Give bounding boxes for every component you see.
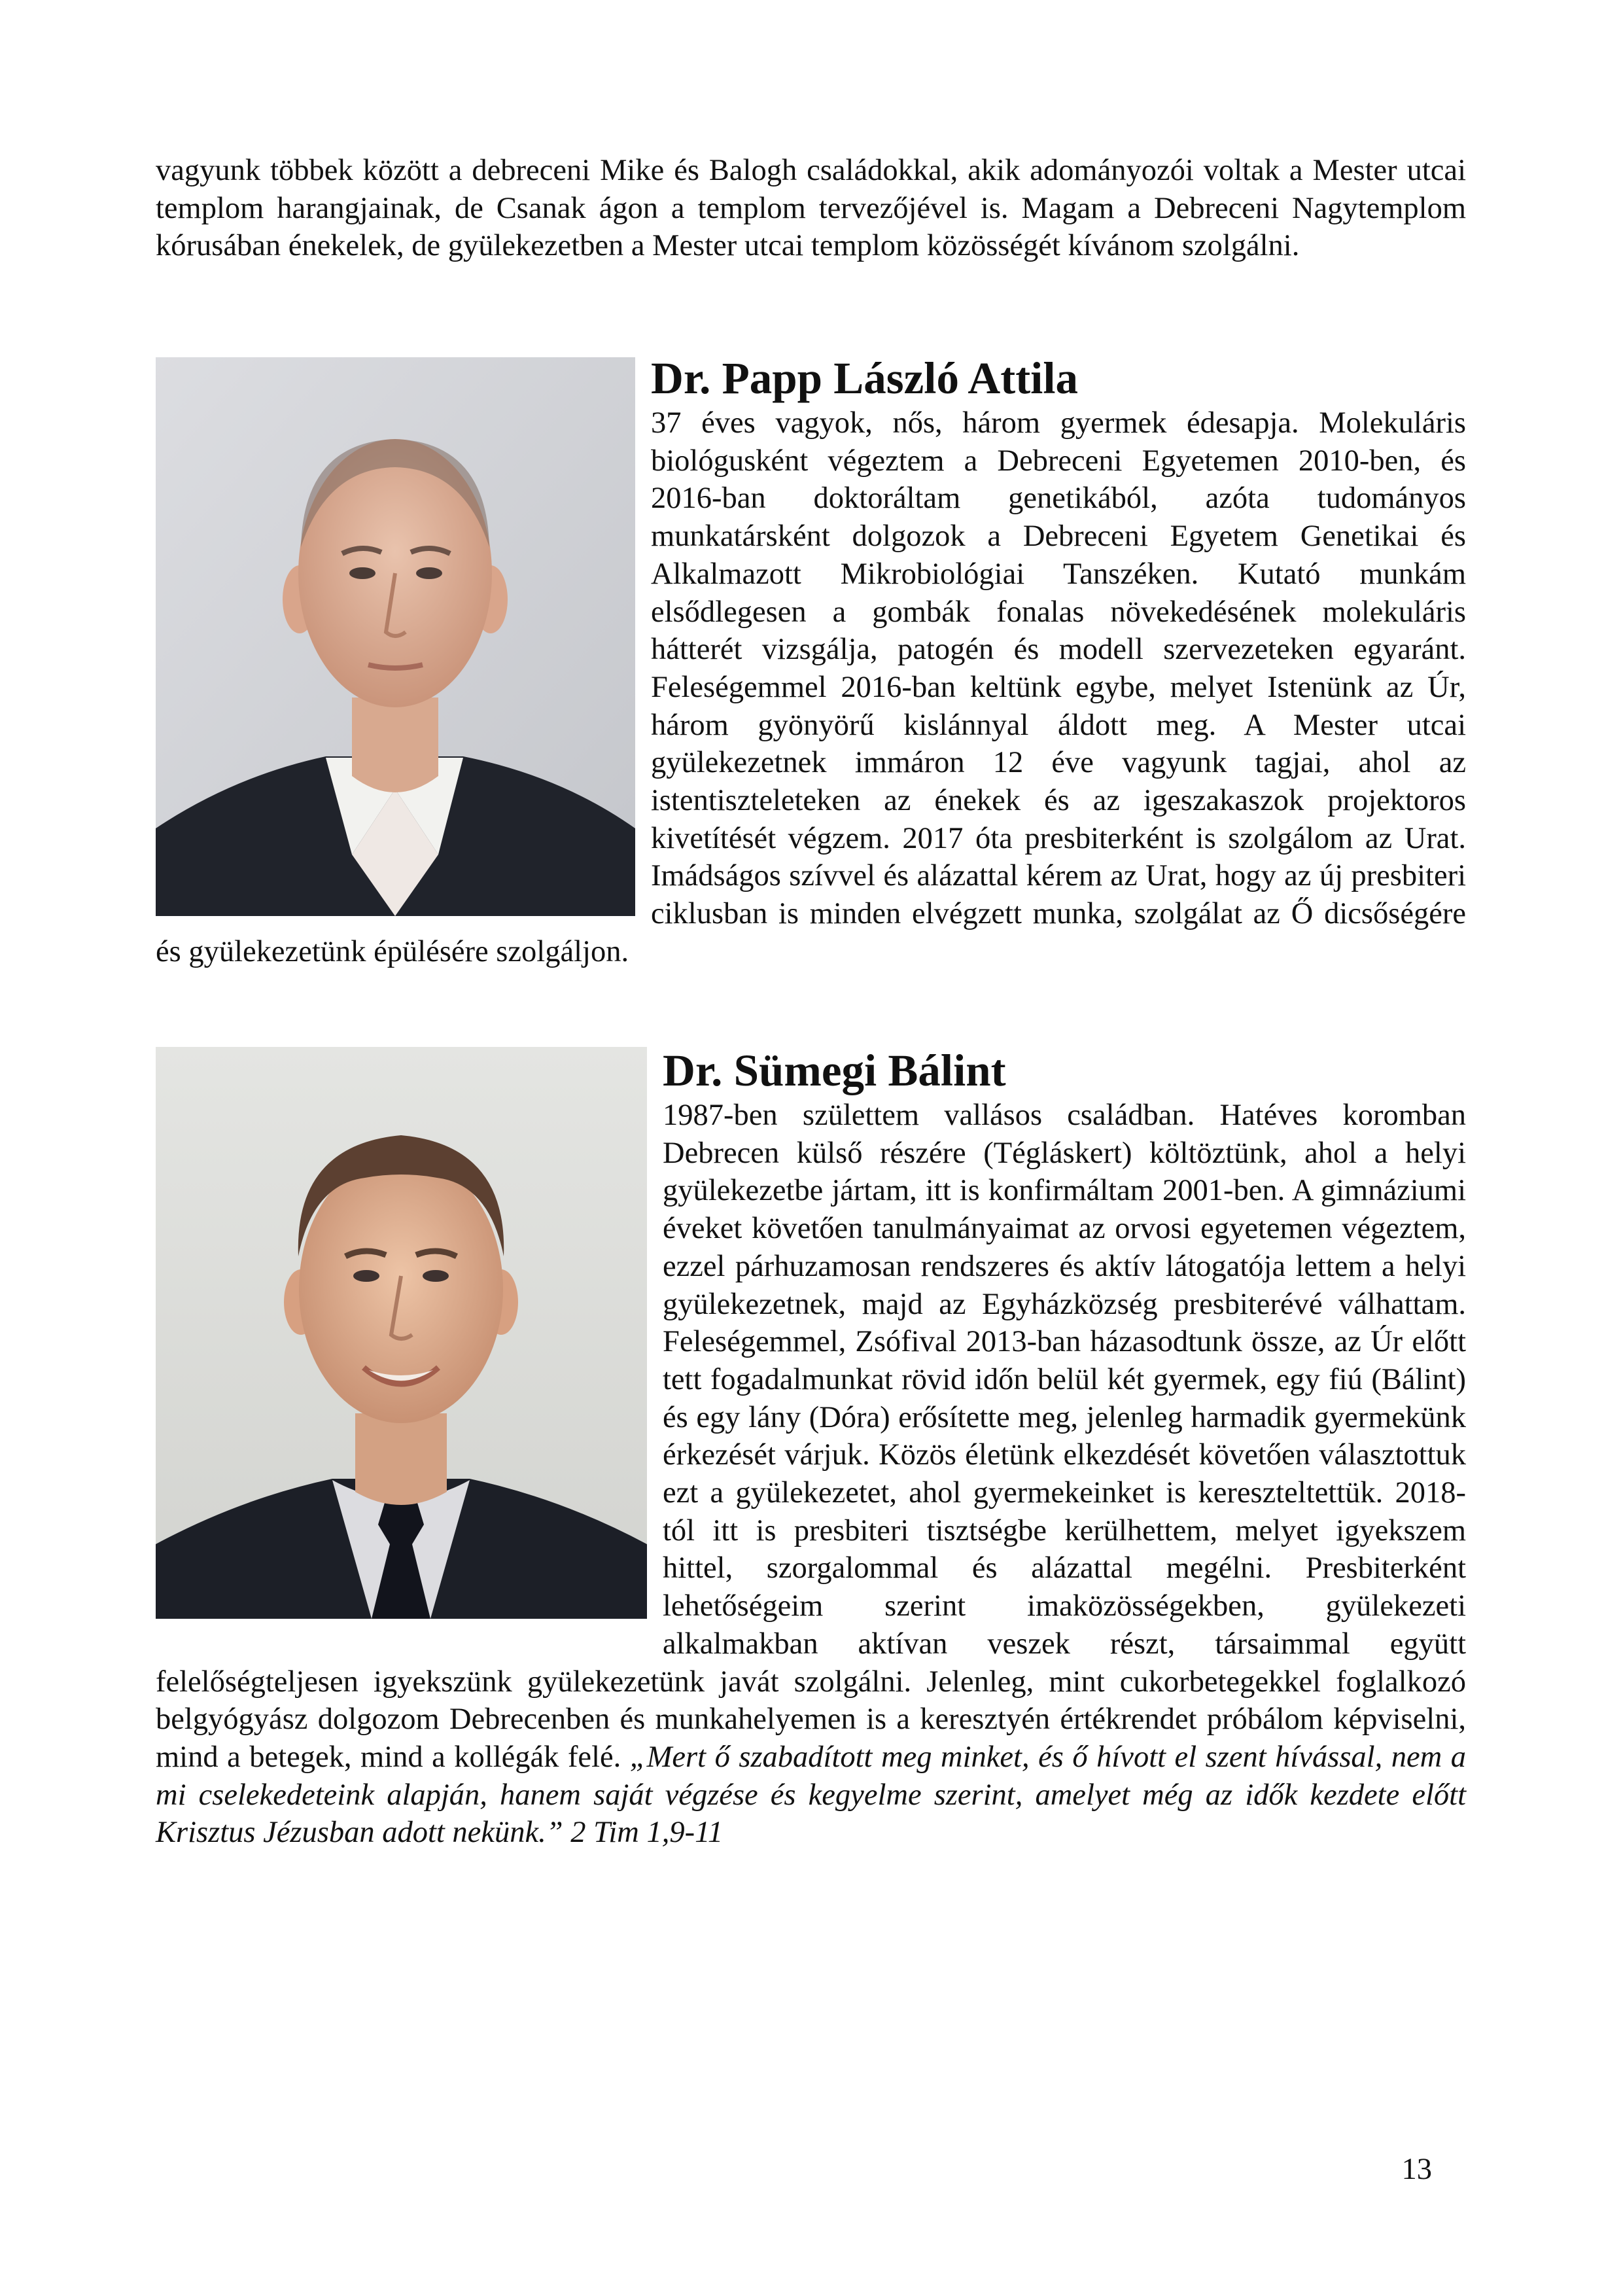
bible-quote: „Mert ő szabadított meg minket, és ő hívott el szent hívással, nem a mi cselekedeteink alapján, hanem saját végzése és kegyelme szerint, amelyet még az idők kezdete előtt Krisztus Jézusban adott nekünk.” 2 Tim 1,9-11	[156, 1740, 1466, 1850]
profile-name-sumegi: Dr. Sümegi Bálint	[663, 1046, 1006, 1095]
profile-bio-sumegi-text: 1987-ben születtem vallásos családban. Hatéves koromban Debrecen külső részére (Tégláskert) költöztünk, ahol a helyi gyülekezetbe jártam, itt is konfirmáltam 2001-ben. A gimnáziumi éveket követően tanulmányaimat az orvosi egyetemen végeztem, ezzel párhuzamosan rendszeres és aktív látogatója lettem a helyi gyülekezetnek, majd az Egyházközség presbiterévé válhattam. Feleségemmel, Zsófival 2013-ban házasodtunk össze, az Úr előtt tett fogadalmunkat rövid időn belül két gyermek, egy fiú (Bálint) és egy lány (Dóra) erősítette meg, jelenleg harmadik gyermekünk érkezését várjuk. Közös életünk elkezdését követően választottuk ezt a gyülekezetet, ahol gyermekeinket is kereszteltettük. 2018-tól itt is presbiteri tisztségbe kerülhettem, melyet igyekszem hittel, szorgalommal és alázattal megélni. Presbiterként lehetőségeim szerint imaközösségekben, gyülekezeti alkalmakban aktívan veszek részt, társaimmal együtt felelőségteljesen igyekszünk gyülekezetünk javát szolgálni. Jelenleg, mint cukorbetegekkel foglalkozó belgyógyász dolgozom Debrecenben és munkahelyemen is a keresztyén értékrendet próbálom képviselni, mind a betegek, mind a kollégák felé.	[156, 1099, 1466, 1774]
profile-name-papp: Dr. Papp László Attila	[651, 353, 1079, 403]
portrait-photo-papp	[156, 357, 635, 916]
page-number: 13	[1401, 2153, 1432, 2186]
profile-sumegi	[156, 1046, 1466, 1852]
portrait-photo-sumegi	[156, 1047, 647, 1619]
profile-bio-papp: 37 éves vagyok, nős, három gyermek édesapja. Molekuláris biológusként végeztem a Debreceni Egyetemen 2010-ben, és 2016-ban doktoráltam genetikából, azóta tudományos munkatársként dolgozok a Debreceni Egyetem Genetikai és Alkalmazott Mikrobiológiai Tanszéken. Kutató munkám elsődlegesen a gombák fonalas növekedésének molekuláris hátterét vizsgálja, patogén és modell szervezeteken egyaránt. Feleségemmel 2016-ban keltünk egybe, melyet Istenünk az Úr, három gyönyörű kislánnyal áldott meg. A Mester utcai gyülekezetnek immáron 12 éve vagyunk tagjai, ahol az istentiszteleteken az énekek és az igeszakaszok projektoros kivetítését végzem. 2017 óta presbiterként is szolgálom az Urat. Imádságos szívvel és alázattal kérem az Urat, hogy az új presbiteri ciklusban is minden elvégzett munka, szolgálat az Ő dicsőségére és gyülekezetünk épülésére szolgáljon.	[156, 406, 1466, 968]
profile-papp	[156, 353, 1466, 971]
intro-paragraph: vagyunk többek között a debreceni Mike és Balogh családokkal, akik adományozói voltak a Mester utcai templom harangjainak, de Csanak ágon a templom tervezőjével is. Magam a Debreceni Nagytemplom kórusában énekelek, de gyülekezetben a Mester utcai templom közösségét kívánom szolgálni.	[156, 154, 1466, 263]
